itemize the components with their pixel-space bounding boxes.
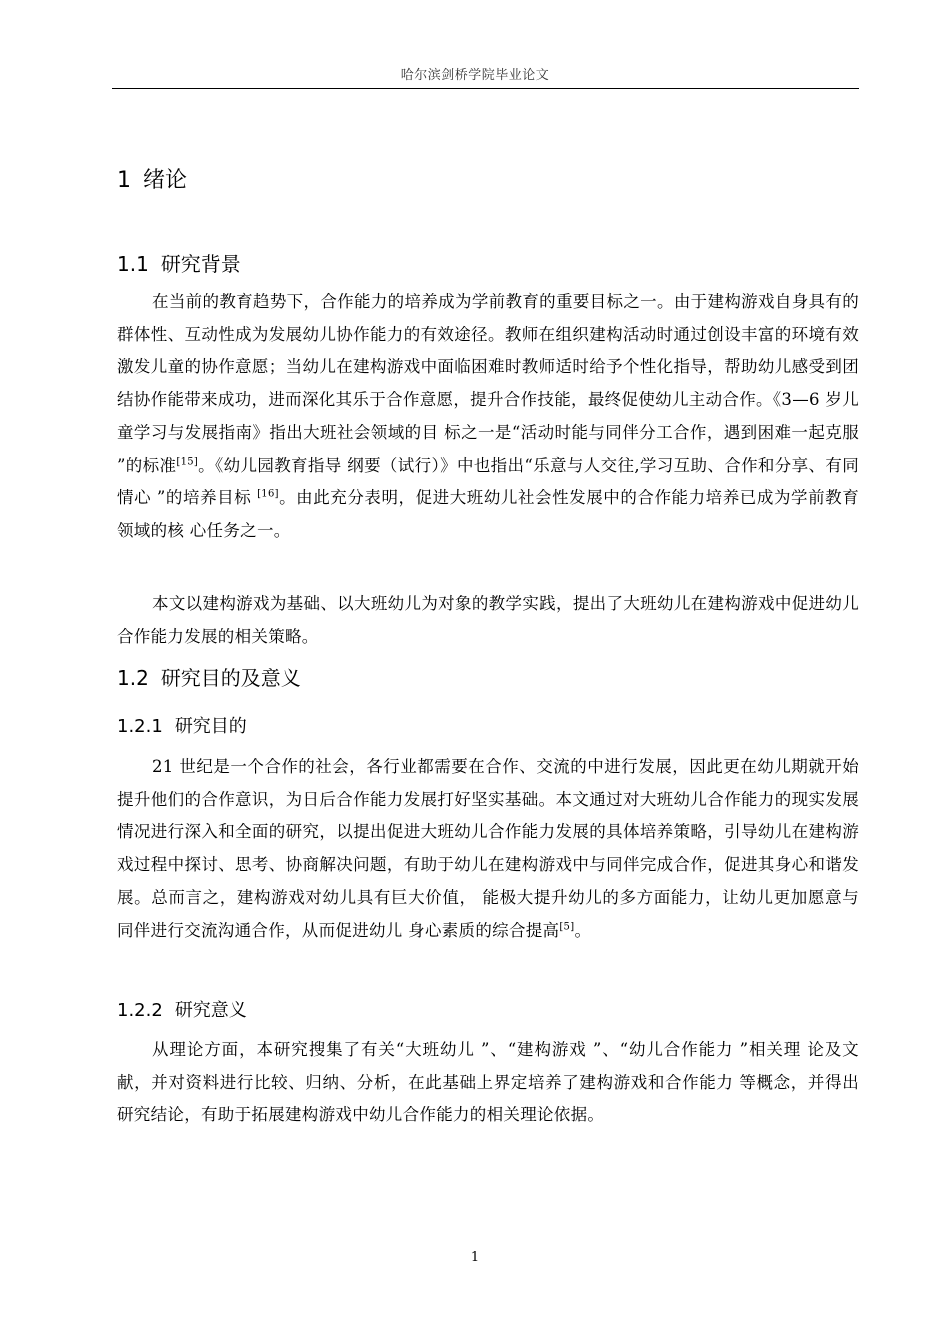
text-run: 在当前的教育趋势下，合作能力的培养成为学前教育的重要目标之一。由于建构游戏自身具有的群体性、互动性成为发展幼儿协作能力的有效途径。教师在组织建构活动时通过创设丰富的环境有效激发儿童的协作意愿；当幼儿在建构游戏中面临困难时教师适时给予个性化指导，帮助幼儿感受到团结协作能带来成功，进而深化其乐于合作意愿，提升合作技能，最终促使幼儿主动合作。《3—6 岁儿童学习与发展指南》指出大班社会领域的目 标之一是“活动时能与同伴分工合作，遇到困难一起克服 ”的标准: [117, 292, 859, 475]
subsection-number: 1.2.1: [117, 716, 163, 737]
text-run: 。《幼儿园教育指导 纲要（试行）》中也指出“乐意与人交往,学习互助、合作和分享、有同情心 ”的培养目标: [117, 455, 860, 508]
paragraph-background-1: [117, 286, 859, 548]
section-number: 1.2: [117, 666, 149, 690]
page-number: 1: [470, 1250, 480, 1265]
citation: [16]: [257, 488, 279, 500]
chapter-title: 绪论: [143, 168, 188, 193]
section-heading-1-2: [117, 662, 301, 691]
citation: [5]: [559, 921, 575, 933]
paragraph-background-2: 本文以建构游戏为基础、以大班幼儿为对象的教学实践，提出了大班幼儿在建构游戏中促进幼儿合作能力发展的相关策略。: [117, 594, 859, 646]
section-title: 研究背景: [160, 252, 241, 276]
subsection-heading-1-2-1: [117, 712, 247, 738]
section-title: 研究目的及意义: [160, 666, 301, 690]
section-heading-1-1: [117, 248, 241, 277]
subsection-number: 1.2.2: [117, 1000, 163, 1021]
subsection-title: 研究意义: [174, 1000, 247, 1021]
running-header: 哈尔滨剑桥学院毕业论文: [400, 68, 550, 83]
citation: [15]: [176, 456, 199, 468]
header-rule: [112, 88, 859, 89]
text-run: 。由此充分表明，促进大班幼儿社会性发展中的合作能力培养已成为学前教育领域的核 心任务之一。: [117, 488, 859, 540]
chapter-number: 1: [117, 168, 131, 193]
chapter-heading: [117, 163, 187, 194]
text-run: 。: [574, 920, 592, 940]
section-number: 1.1: [117, 252, 149, 276]
subsection-title: 研究目的: [174, 716, 247, 737]
paragraph-significance: 从理论方面，本研究搜集了有关“大班幼儿 ”、“建构游戏 ”、“幼儿合作能力 ”相关理 论及文献，并对资料进行比较、归纳、分析，在此基础上界定培养了建构游戏和合作能力 等概念，并得出研究结论，有助于拓展建构游戏中幼儿合作能力的相关理论依据。: [117, 1040, 859, 1125]
text-run: 21 世纪是一个合作的社会，各行业都需要在合作、交流的中进行发展，因此更在幼儿期就开始提升他们的合作意识，为日后合作能力发展打好坚实基础。本文通过对大班幼儿合作能力的现实发展情况进行深入和全面的研究，以提出促进大班幼儿合作能力发展的具体培养策略，引导幼儿在建构游戏过程中探讨、思考、协商解决问题，有助于幼儿在建构游戏中与同伴完成合作，促进其身心和谐发展。总而言之，建构游戏对幼儿具有巨大价值， 能极大提升幼儿的多方面能力，让幼儿更加愿意与同伴进行交流沟通合作，从而促进幼儿 身心素质的综合提高: [117, 757, 859, 940]
subsection-heading-1-2-2: [117, 996, 247, 1022]
paragraph-purpose: [117, 751, 859, 947]
